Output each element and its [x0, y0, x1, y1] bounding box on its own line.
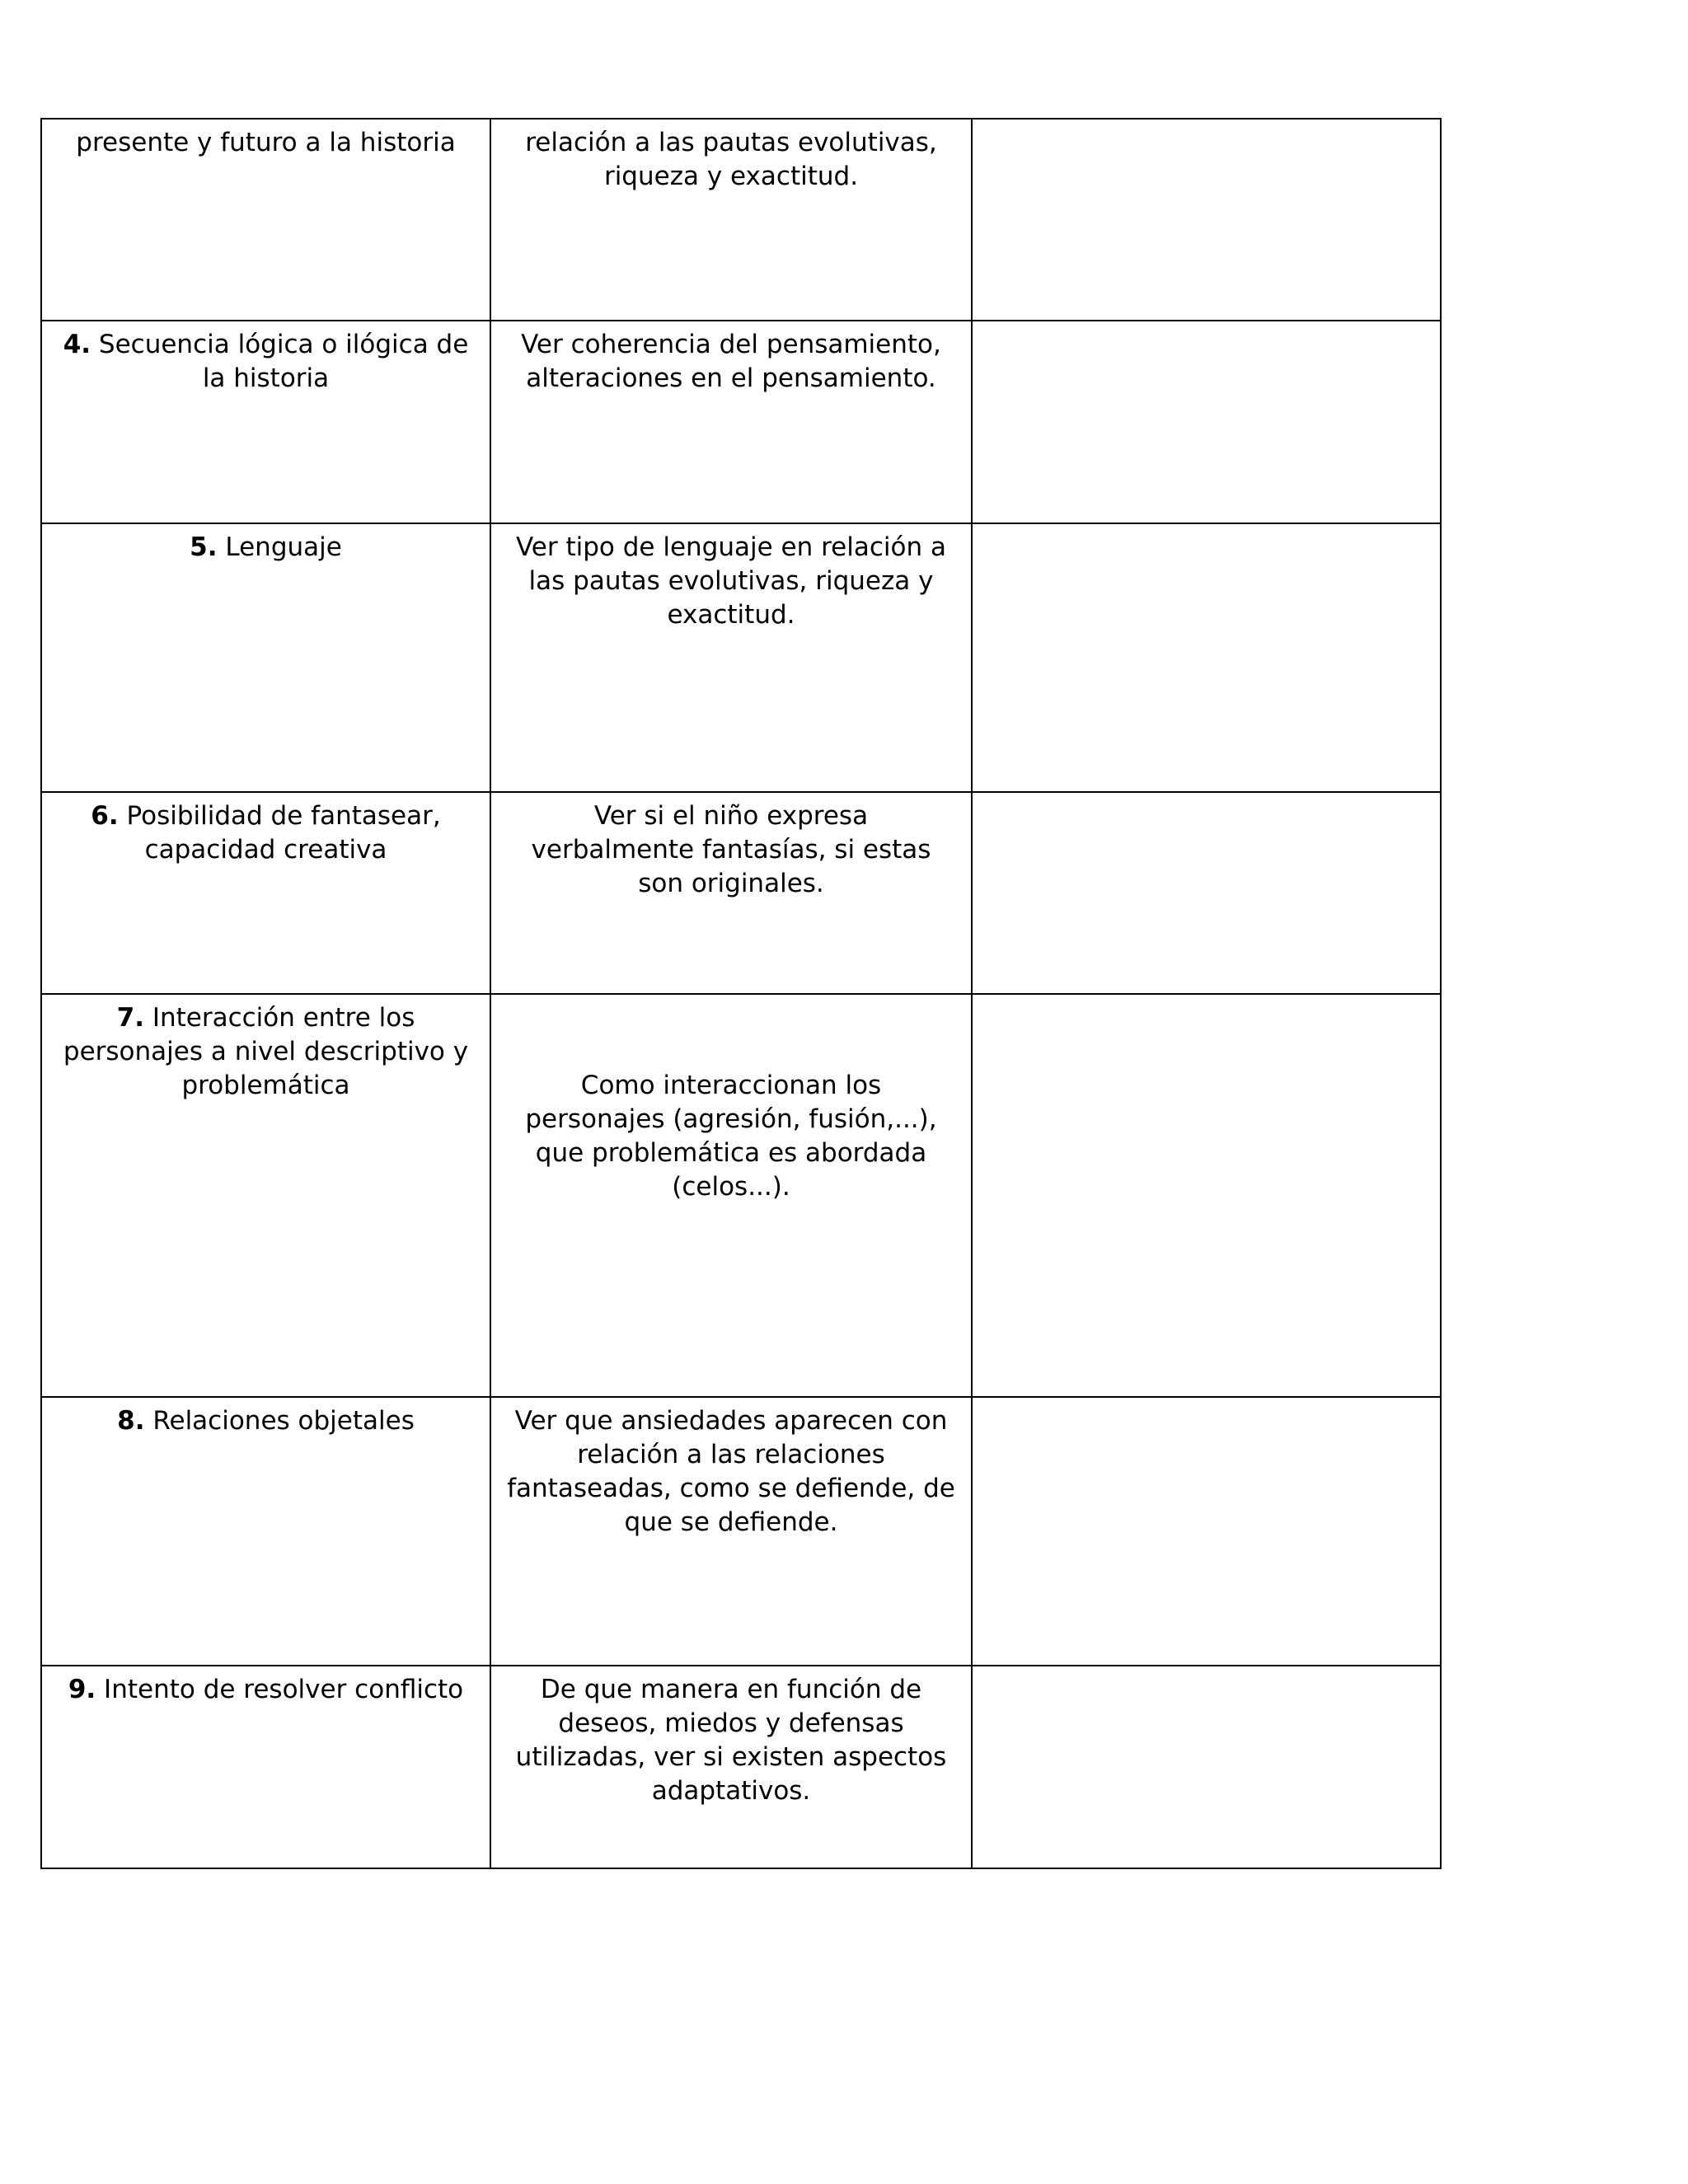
- table-row: [41, 994, 1441, 1397]
- table-row: [41, 523, 1441, 792]
- aspect-text: Relaciones objetales: [144, 1406, 415, 1436]
- description-text: Ver tipo de lenguaje en relación a las pautas evolutivas, riqueza y exactitud.: [516, 532, 946, 630]
- aspect-text: Posibilidad de fantasear, capacidad creativa: [118, 801, 441, 865]
- aspect-cell: [41, 994, 490, 1397]
- aspect-text: Interacción entre los personajes a nivel descriptivo y problemática: [63, 1003, 469, 1100]
- aspect-cell: [41, 523, 490, 792]
- description-text: Ver si el niño expresa verbalmente fantasías, si estas son originales.: [531, 801, 931, 898]
- description-cell: [490, 321, 972, 523]
- item-number: 9.: [68, 1675, 96, 1704]
- notes-cell: [972, 523, 1441, 792]
- table-row: [41, 119, 1441, 321]
- description-cell: [490, 994, 972, 1397]
- item-number: 5.: [190, 532, 218, 562]
- description-cell: [490, 119, 972, 321]
- aspect-cell: [41, 321, 490, 523]
- notes-cell: [972, 321, 1441, 523]
- item-number: 7.: [116, 1003, 144, 1033]
- description-cell: [490, 792, 972, 994]
- aspect-cell: [41, 119, 490, 321]
- description-cell: [490, 523, 972, 792]
- description-text: relación a las pautas evolutivas, riqueza y exactitud.: [525, 128, 937, 191]
- table-row: [41, 792, 1441, 994]
- description-text: De que manera en función de deseos, miedos y defensas utilizadas, ver si existen aspectos adaptativos.: [515, 1675, 947, 1806]
- description-cell: [490, 1666, 972, 1868]
- aspect-text: Secuencia lógica o ilógica de la historia: [91, 330, 469, 393]
- aspect-cell: [41, 1397, 490, 1666]
- aspect-text: Lenguaje: [217, 532, 342, 562]
- description-text: Como interaccionan los personajes (agresión, fusión,...), que problemática es abordada (celos...).: [525, 1071, 937, 1202]
- description-text: Ver que ansiedades aparecen con relación a las relaciones fantaseadas, como se defiende, de que se defiende.: [507, 1406, 955, 1537]
- aspect-cell: [41, 792, 490, 994]
- table-row: [41, 1666, 1441, 1868]
- description-cell: [490, 1397, 972, 1666]
- notes-cell: [972, 119, 1441, 321]
- aspect-cell: [41, 1666, 490, 1868]
- notes-cell: [972, 1397, 1441, 1666]
- table-row: [41, 321, 1441, 523]
- aspect-text: presente y futuro a la historia: [76, 128, 456, 157]
- table-row: [41, 1397, 1441, 1666]
- item-number: 8.: [117, 1406, 145, 1436]
- item-number: 6.: [91, 801, 119, 831]
- evaluation-table: [40, 118, 1442, 1869]
- aspect-text: Intento de resolver conflicto: [96, 1675, 464, 1704]
- notes-cell: [972, 1666, 1441, 1868]
- description-text: Ver coherencia del pensamiento, alteraciones en el pensamiento.: [521, 330, 941, 393]
- notes-cell: [972, 994, 1441, 1397]
- item-number: 4.: [63, 330, 91, 359]
- notes-cell: [972, 792, 1441, 994]
